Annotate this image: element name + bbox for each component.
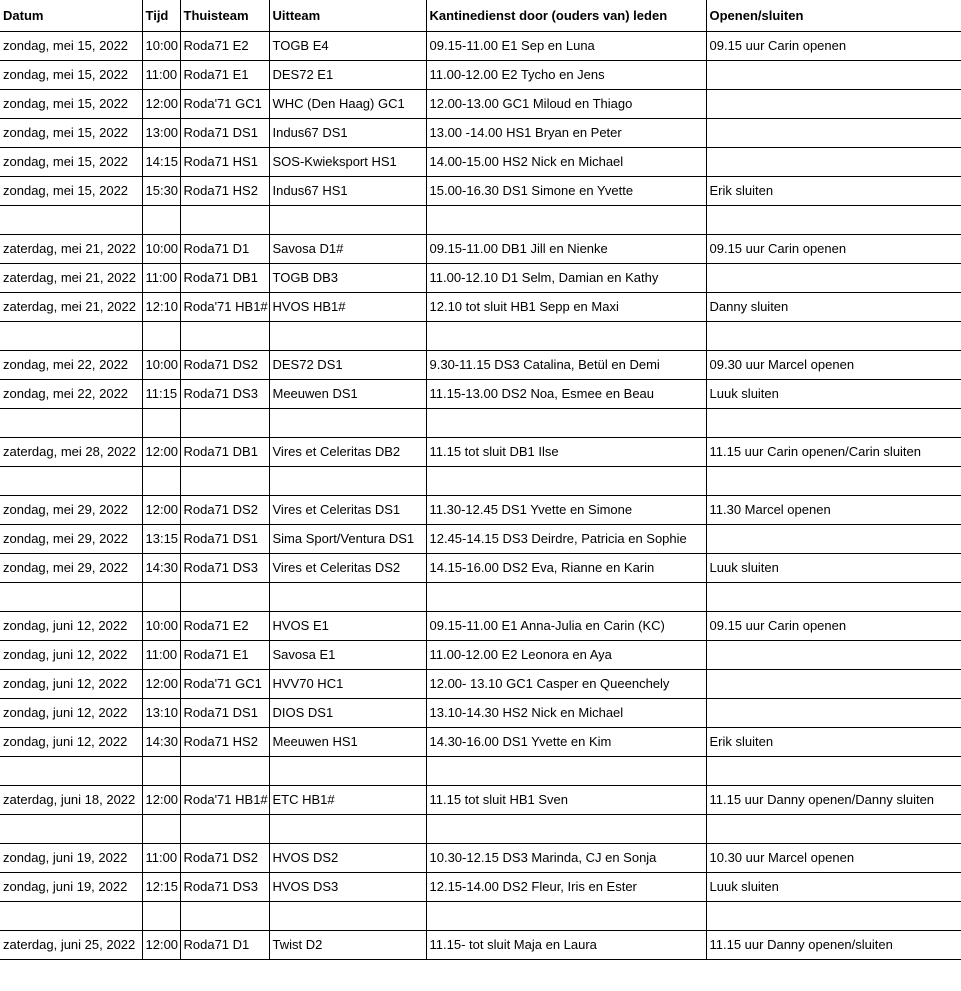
- cell-kantinedienst[interactable]: 14.00-15.00 HS2 Nick en Michael: [426, 147, 706, 176]
- cell-kantinedienst[interactable]: [426, 466, 706, 495]
- cell-kantinedienst[interactable]: 11.00-12.10 D1 Selm, Damian en Kathy: [426, 263, 706, 292]
- header-thuisteam[interactable]: Thuisteam: [180, 0, 269, 31]
- cell-kantinedienst[interactable]: 12.00-13.00 GC1 Miloud en Thiago: [426, 89, 706, 118]
- table-row: [0, 60, 961, 89]
- table-row: [0, 843, 961, 872]
- cell-uitteam[interactable]: Vires et Celeritas DB2: [269, 437, 426, 466]
- cell-datum[interactable]: zondag, juni 12, 2022: [0, 669, 142, 698]
- table-row: [0, 553, 961, 582]
- cell-datum[interactable]: zaterdag, mei 21, 2022: [0, 234, 142, 263]
- cell-datum[interactable]: zondag, mei 15, 2022: [0, 31, 142, 60]
- table-row: [0, 176, 961, 205]
- cell-openen-sluiten[interactable]: 11.15 uur Danny openen/Danny sluiten: [706, 785, 961, 814]
- cell-kantinedienst[interactable]: 14.30-16.00 DS1 Yvette en Kim: [426, 727, 706, 756]
- cell-thuisteam[interactable]: Roda71 E1: [180, 640, 269, 669]
- cell-tijd[interactable]: 13:10: [142, 698, 180, 727]
- cell-datum[interactable]: zondag, mei 15, 2022: [0, 60, 142, 89]
- table-row: [0, 872, 961, 901]
- table-row: [0, 350, 961, 379]
- table-row: [0, 379, 961, 408]
- table-body: [0, 31, 961, 959]
- cell-uitteam[interactable]: TOGB DB3: [269, 263, 426, 292]
- cell-uitteam[interactable]: HVOS DS2: [269, 843, 426, 872]
- cell-kantinedienst[interactable]: 09.15-11.00 E1 Sep en Luna: [426, 31, 706, 60]
- cell-uitteam[interactable]: HVV70 HC1: [269, 669, 426, 698]
- cell-datum[interactable]: zondag, juni 19, 2022: [0, 872, 142, 901]
- cell-openen-sluiten[interactable]: [706, 582, 961, 611]
- table-row: [0, 727, 961, 756]
- header-datum[interactable]: Datum: [0, 0, 142, 31]
- table-row: [0, 611, 961, 640]
- table-row: [0, 669, 961, 698]
- table-row: [0, 930, 961, 959]
- cell-kantinedienst[interactable]: 11.15 tot sluit HB1 Sven: [426, 785, 706, 814]
- cell-datum[interactable]: zondag, mei 29, 2022: [0, 495, 142, 524]
- cell-thuisteam[interactable]: Roda71 DS3: [180, 379, 269, 408]
- cell-tijd[interactable]: 14:15: [142, 147, 180, 176]
- cell-openen-sluiten[interactable]: [706, 118, 961, 147]
- cell-datum[interactable]: zondag, juni 12, 2022: [0, 727, 142, 756]
- cell-thuisteam[interactable]: [180, 205, 269, 234]
- table-row: [0, 31, 961, 60]
- cell-kantinedienst[interactable]: 11.00-12.00 E2 Leonora en Aya: [426, 640, 706, 669]
- cell-thuisteam[interactable]: Roda71 DB1: [180, 437, 269, 466]
- cell-kantinedienst[interactable]: 12.00- 13.10 GC1 Casper en Queenchely: [426, 669, 706, 698]
- cell-thuisteam[interactable]: [180, 408, 269, 437]
- cell-datum[interactable]: zondag, mei 15, 2022: [0, 176, 142, 205]
- header-openen-sluiten[interactable]: Openen/sluiten: [706, 0, 961, 31]
- cell-tijd[interactable]: [142, 321, 180, 350]
- cell-openen-sluiten[interactable]: [706, 147, 961, 176]
- cell-thuisteam[interactable]: Roda71 E1: [180, 60, 269, 89]
- cell-thuisteam[interactable]: [180, 756, 269, 785]
- cell-datum[interactable]: [0, 582, 142, 611]
- cell-tijd[interactable]: [142, 466, 180, 495]
- cell-datum[interactable]: zondag, mei 15, 2022: [0, 147, 142, 176]
- cell-openen-sluiten[interactable]: Luuk sluiten: [706, 553, 961, 582]
- cell-uitteam[interactable]: [269, 814, 426, 843]
- cell-openen-sluiten[interactable]: Danny sluiten: [706, 292, 961, 321]
- cell-tijd[interactable]: 12:00: [142, 437, 180, 466]
- cell-openen-sluiten[interactable]: 09.15 uur Carin openen: [706, 611, 961, 640]
- table-row-blank: [0, 756, 961, 785]
- cell-openen-sluiten[interactable]: [706, 756, 961, 785]
- cell-datum[interactable]: [0, 408, 142, 437]
- cell-thuisteam[interactable]: [180, 321, 269, 350]
- cell-kantinedienst[interactable]: [426, 582, 706, 611]
- table-row: [0, 118, 961, 147]
- cell-thuisteam[interactable]: Roda71 E2: [180, 31, 269, 60]
- cell-thuisteam[interactable]: [180, 814, 269, 843]
- cell-openen-sluiten[interactable]: [706, 669, 961, 698]
- header-row: [0, 0, 961, 31]
- cell-uitteam[interactable]: SOS-Kwieksport HS1: [269, 147, 426, 176]
- cell-uitteam[interactable]: Savosa D1#: [269, 234, 426, 263]
- cell-tijd[interactable]: 10:00: [142, 31, 180, 60]
- cell-openen-sluiten[interactable]: Luuk sluiten: [706, 379, 961, 408]
- cell-openen-sluiten[interactable]: [706, 408, 961, 437]
- table-row-blank: [0, 582, 961, 611]
- cell-openen-sluiten[interactable]: [706, 698, 961, 727]
- table-row: [0, 698, 961, 727]
- cell-tijd[interactable]: 10:00: [142, 611, 180, 640]
- table-row-blank: [0, 205, 961, 234]
- cell-openen-sluiten[interactable]: [706, 640, 961, 669]
- cell-thuisteam[interactable]: Roda71 DS1: [180, 118, 269, 147]
- cell-thuisteam[interactable]: Roda71 HS2: [180, 727, 269, 756]
- cell-uitteam[interactable]: HVOS HB1#: [269, 292, 426, 321]
- table-row: [0, 147, 961, 176]
- cell-tijd[interactable]: [142, 814, 180, 843]
- table-row: [0, 524, 961, 553]
- cell-tijd[interactable]: 10:00: [142, 350, 180, 379]
- cell-kantinedienst[interactable]: [426, 901, 706, 930]
- cell-kantinedienst[interactable]: 09.15-11.00 E1 Anna-Julia en Carin (KC): [426, 611, 706, 640]
- cell-datum[interactable]: [0, 901, 142, 930]
- cell-thuisteam[interactable]: Roda71 DS1: [180, 524, 269, 553]
- cell-openen-sluiten[interactable]: 09.30 uur Marcel openen: [706, 350, 961, 379]
- cell-kantinedienst[interactable]: 12.15-14.00 DS2 Fleur, Iris en Ester: [426, 872, 706, 901]
- cell-uitteam[interactable]: Meeuwen DS1: [269, 379, 426, 408]
- cell-uitteam[interactable]: [269, 205, 426, 234]
- cell-openen-sluiten[interactable]: [706, 89, 961, 118]
- cell-tijd[interactable]: 12:00: [142, 930, 180, 959]
- cell-openen-sluiten[interactable]: 11.30 Marcel openen: [706, 495, 961, 524]
- table-row: [0, 495, 961, 524]
- cell-datum[interactable]: [0, 321, 142, 350]
- cell-tijd[interactable]: 12:00: [142, 495, 180, 524]
- cell-openen-sluiten[interactable]: [706, 901, 961, 930]
- cell-thuisteam[interactable]: Roda'71 HB1#: [180, 292, 269, 321]
- cell-tijd[interactable]: [142, 756, 180, 785]
- cell-openen-sluiten[interactable]: 11.15 uur Danny openen/sluiten: [706, 930, 961, 959]
- cell-kantinedienst[interactable]: 12.45-14.15 DS3 Deirdre, Patricia en Sophie: [426, 524, 706, 553]
- cell-datum[interactable]: zondag, juni 12, 2022: [0, 640, 142, 669]
- cell-openen-sluiten[interactable]: [706, 321, 961, 350]
- cell-tijd[interactable]: [142, 901, 180, 930]
- table-row-blank: [0, 408, 961, 437]
- cell-openen-sluiten[interactable]: 10.30 uur Marcel openen: [706, 843, 961, 872]
- cell-tijd[interactable]: 12:00: [142, 669, 180, 698]
- cell-tijd[interactable]: 12:00: [142, 785, 180, 814]
- cell-thuisteam[interactable]: Roda71 DS3: [180, 553, 269, 582]
- cell-openen-sluiten[interactable]: [706, 60, 961, 89]
- cell-thuisteam[interactable]: Roda71 DS2: [180, 495, 269, 524]
- cell-uitteam[interactable]: Vires et Celeritas DS2: [269, 553, 426, 582]
- cell-datum[interactable]: [0, 756, 142, 785]
- cell-thuisteam[interactable]: Roda71 DB1: [180, 263, 269, 292]
- cell-openen-sluiten[interactable]: 09.15 uur Carin openen: [706, 234, 961, 263]
- cell-tijd[interactable]: 11:00: [142, 640, 180, 669]
- cell-uitteam[interactable]: [269, 582, 426, 611]
- cell-tijd[interactable]: [142, 205, 180, 234]
- cell-uitteam[interactable]: Meeuwen HS1: [269, 727, 426, 756]
- cell-thuisteam[interactable]: Roda71 DS2: [180, 350, 269, 379]
- cell-datum[interactable]: [0, 205, 142, 234]
- cell-tijd[interactable]: 11:15: [142, 379, 180, 408]
- cell-kantinedienst[interactable]: 11.15 tot sluit DB1 Ilse: [426, 437, 706, 466]
- cell-kantinedienst[interactable]: [426, 814, 706, 843]
- cell-thuisteam[interactable]: Roda71 D1: [180, 234, 269, 263]
- cell-uitteam[interactable]: WHC (Den Haag) GC1: [269, 89, 426, 118]
- cell-datum[interactable]: zaterdag, juni 25, 2022: [0, 930, 142, 959]
- table-row: [0, 292, 961, 321]
- cell-tijd[interactable]: 11:00: [142, 60, 180, 89]
- table-row-blank: [0, 901, 961, 930]
- cell-thuisteam[interactable]: Roda71 HS1: [180, 147, 269, 176]
- cell-datum[interactable]: zondag, juni 12, 2022: [0, 698, 142, 727]
- cell-kantinedienst[interactable]: 11.15- tot sluit Maja en Laura: [426, 930, 706, 959]
- header-tijd[interactable]: Tijd: [142, 0, 180, 31]
- cell-kantinedienst[interactable]: [426, 756, 706, 785]
- cell-kantinedienst[interactable]: [426, 321, 706, 350]
- cell-uitteam[interactable]: ETC HB1#: [269, 785, 426, 814]
- cell-datum[interactable]: zaterdag, mei 28, 2022: [0, 437, 142, 466]
- cell-uitteam[interactable]: HVOS E1: [269, 611, 426, 640]
- cell-kantinedienst[interactable]: 14.15-16.00 DS2 Eva, Rianne en Karin: [426, 553, 706, 582]
- table-row: [0, 89, 961, 118]
- cell-uitteam[interactable]: DES72 DS1: [269, 350, 426, 379]
- cell-datum[interactable]: [0, 814, 142, 843]
- cell-thuisteam[interactable]: [180, 901, 269, 930]
- table-row: [0, 263, 961, 292]
- cell-thuisteam[interactable]: Roda'71 HB1#: [180, 785, 269, 814]
- cell-kantinedienst[interactable]: 11.00-12.00 E2 Tycho en Jens: [426, 60, 706, 89]
- cell-uitteam[interactable]: [269, 756, 426, 785]
- cell-kantinedienst[interactable]: 9.30-11.15 DS3 Catalina, Betül en Demi: [426, 350, 706, 379]
- cell-openen-sluiten[interactable]: Erik sluiten: [706, 727, 961, 756]
- cell-datum[interactable]: zondag, juni 19, 2022: [0, 843, 142, 872]
- cell-uitteam[interactable]: [269, 321, 426, 350]
- cell-tijd[interactable]: 15:30: [142, 176, 180, 205]
- cell-datum[interactable]: zaterdag, mei 21, 2022: [0, 292, 142, 321]
- cell-thuisteam[interactable]: Roda71 DS2: [180, 843, 269, 872]
- cell-datum[interactable]: zondag, mei 29, 2022: [0, 524, 142, 553]
- table-row: [0, 437, 961, 466]
- cell-tijd[interactable]: 12:10: [142, 292, 180, 321]
- table-row-blank: [0, 814, 961, 843]
- cell-datum[interactable]: [0, 466, 142, 495]
- cell-tijd[interactable]: 14:30: [142, 727, 180, 756]
- cell-tijd[interactable]: 11:00: [142, 843, 180, 872]
- cell-kantinedienst[interactable]: 11.30-12.45 DS1 Yvette en Simone: [426, 495, 706, 524]
- table-row-blank: [0, 321, 961, 350]
- table-row-blank: [0, 466, 961, 495]
- cell-kantinedienst[interactable]: 09.15-11.00 DB1 Jill en Nienke: [426, 234, 706, 263]
- cell-kantinedienst[interactable]: 13.00 -14.00 HS1 Bryan en Peter: [426, 118, 706, 147]
- cell-tijd[interactable]: 12:15: [142, 872, 180, 901]
- cell-uitteam[interactable]: [269, 408, 426, 437]
- cell-kantinedienst[interactable]: [426, 408, 706, 437]
- cell-uitteam[interactable]: [269, 901, 426, 930]
- cell-openen-sluiten[interactable]: [706, 466, 961, 495]
- cell-uitteam[interactable]: DIOS DS1: [269, 698, 426, 727]
- cell-datum[interactable]: zondag, juni 12, 2022: [0, 611, 142, 640]
- cell-openen-sluiten[interactable]: 11.15 uur Carin openen/Carin sluiten: [706, 437, 961, 466]
- cell-datum[interactable]: zondag, mei 22, 2022: [0, 350, 142, 379]
- cell-openen-sluiten[interactable]: [706, 524, 961, 553]
- cell-tijd[interactable]: [142, 582, 180, 611]
- cell-datum[interactable]: zaterdag, mei 21, 2022: [0, 263, 142, 292]
- cell-tijd[interactable]: 12:00: [142, 89, 180, 118]
- cell-uitteam[interactable]: [269, 466, 426, 495]
- cell-thuisteam[interactable]: Roda71 DS3: [180, 872, 269, 901]
- cell-uitteam[interactable]: Savosa E1: [269, 640, 426, 669]
- cell-datum[interactable]: zondag, mei 29, 2022: [0, 553, 142, 582]
- cell-tijd[interactable]: 13:15: [142, 524, 180, 553]
- cell-openen-sluiten[interactable]: 09.15 uur Carin openen: [706, 31, 961, 60]
- cell-thuisteam[interactable]: Roda71 E2: [180, 611, 269, 640]
- cell-thuisteam[interactable]: Roda71 DS1: [180, 698, 269, 727]
- cell-openen-sluiten[interactable]: [706, 263, 961, 292]
- cell-datum[interactable]: zondag, mei 15, 2022: [0, 89, 142, 118]
- cell-openen-sluiten[interactable]: [706, 205, 961, 234]
- cell-datum[interactable]: zondag, mei 15, 2022: [0, 118, 142, 147]
- cell-thuisteam[interactable]: [180, 466, 269, 495]
- cell-uitteam[interactable]: Vires et Celeritas DS1: [269, 495, 426, 524]
- cell-uitteam[interactable]: DES72 E1: [269, 60, 426, 89]
- table-row: [0, 785, 961, 814]
- cell-kantinedienst[interactable]: [426, 205, 706, 234]
- cell-tijd[interactable]: 10:00: [142, 234, 180, 263]
- cell-thuisteam[interactable]: Roda71 D1: [180, 930, 269, 959]
- cell-uitteam[interactable]: Indus67 DS1: [269, 118, 426, 147]
- cell-tijd[interactable]: 11:00: [142, 263, 180, 292]
- cell-uitteam[interactable]: TOGB E4: [269, 31, 426, 60]
- cell-tijd[interactable]: 13:00: [142, 118, 180, 147]
- cell-tijd[interactable]: [142, 408, 180, 437]
- cell-uitteam[interactable]: Indus67 HS1: [269, 176, 426, 205]
- cell-openen-sluiten[interactable]: Erik sluiten: [706, 176, 961, 205]
- cell-datum[interactable]: zondag, mei 22, 2022: [0, 379, 142, 408]
- table-row: [0, 640, 961, 669]
- cell-uitteam[interactable]: Sima Sport/Ventura DS1: [269, 524, 426, 553]
- cell-thuisteam[interactable]: [180, 582, 269, 611]
- cell-kantinedienst[interactable]: 11.15-13.00 DS2 Noa, Esmee en Beau: [426, 379, 706, 408]
- table-row: [0, 234, 961, 263]
- cell-openen-sluiten[interactable]: Luuk sluiten: [706, 872, 961, 901]
- cell-thuisteam[interactable]: Roda71 HS2: [180, 176, 269, 205]
- cell-kantinedienst[interactable]: 15.00-16.30 DS1 Simone en Yvette: [426, 176, 706, 205]
- cell-kantinedienst[interactable]: 13.10-14.30 HS2 Nick en Michael: [426, 698, 706, 727]
- header-uitteam[interactable]: Uitteam: [269, 0, 426, 31]
- cell-thuisteam[interactable]: Roda'71 GC1: [180, 669, 269, 698]
- cell-openen-sluiten[interactable]: [706, 814, 961, 843]
- cell-kantinedienst[interactable]: 12.10 tot sluit HB1 Sepp en Maxi: [426, 292, 706, 321]
- cell-tijd[interactable]: 14:30: [142, 553, 180, 582]
- cell-thuisteam[interactable]: Roda'71 GC1: [180, 89, 269, 118]
- cell-uitteam[interactable]: Twist D2: [269, 930, 426, 959]
- cell-datum[interactable]: zaterdag, juni 18, 2022: [0, 785, 142, 814]
- header-kantinedienst[interactable]: Kantinedienst door (ouders van) leden: [426, 0, 706, 31]
- cell-uitteam[interactable]: HVOS DS3: [269, 872, 426, 901]
- cell-kantinedienst[interactable]: 10.30-12.15 DS3 Marinda, CJ en Sonja: [426, 843, 706, 872]
